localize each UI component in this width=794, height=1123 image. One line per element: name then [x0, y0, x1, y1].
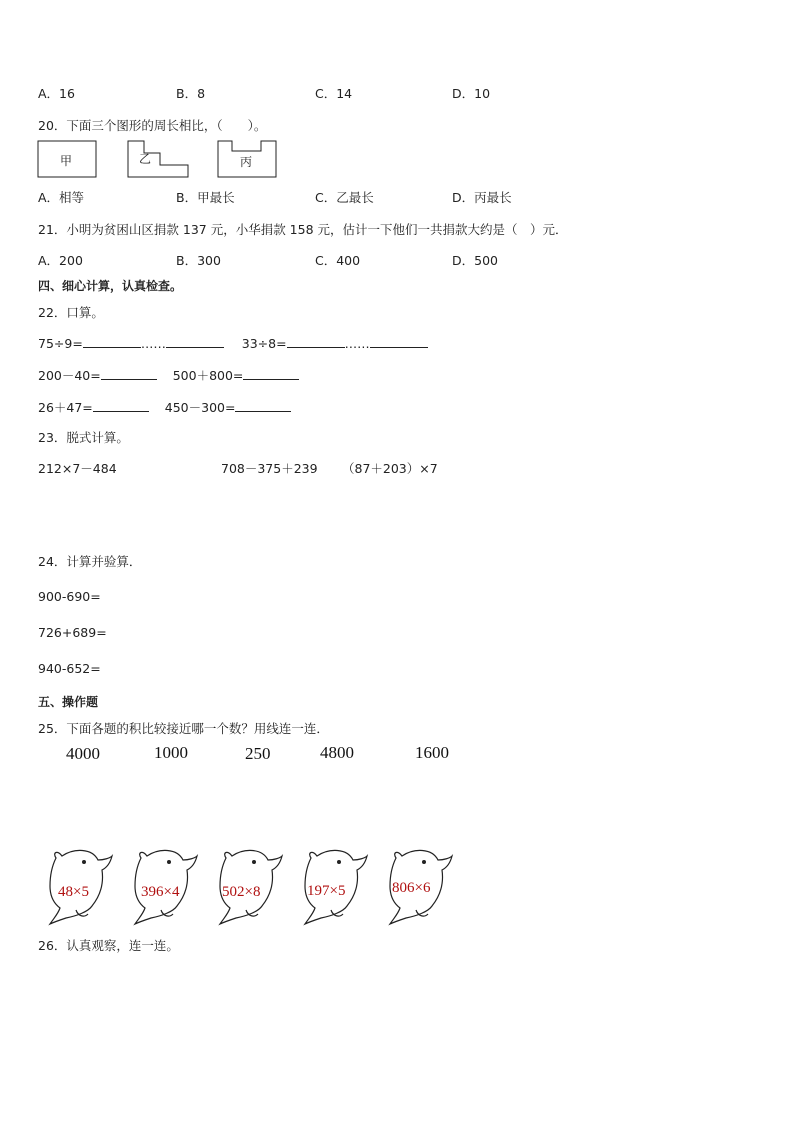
q21-option-a: A．200	[38, 253, 83, 268]
q26-stem: 26．认真观察，连一连。	[38, 938, 179, 953]
q22-item-2: 33÷8=	[241, 336, 287, 351]
answer-blank[interactable]	[101, 367, 157, 380]
q20-option-c: C．乙最长	[315, 190, 374, 205]
q20-option-b: B．甲最长	[176, 190, 235, 205]
q25-stem: 25．下面各题的积比较接近哪一个数？用线连一连．	[38, 721, 329, 736]
q22-item-1: 75÷9=	[38, 336, 83, 351]
q20-stem: 20．下面三个图形的周长相比，（ ）。	[38, 118, 267, 133]
q22-item-6: 450－300=	[164, 400, 236, 415]
q24-stem: 24．计算并验算．	[38, 554, 142, 569]
q19-option-c: C．14	[315, 86, 353, 101]
q23-item-1: 212×7－484	[38, 461, 117, 476]
expression-label[interactable]: 806×6	[392, 880, 431, 896]
q22-dots: ……	[140, 336, 166, 351]
q21-option-c: C．400	[315, 253, 361, 268]
answer-blank[interactable]	[166, 335, 224, 348]
expression-label[interactable]: 502×8	[222, 884, 261, 900]
q20-option-d: D．丙最长	[452, 190, 512, 205]
q20-option-a: A．相等	[38, 190, 85, 205]
section4-heading: 四、细心计算，认真检查。	[38, 279, 183, 293]
expression-label[interactable]: 197×5	[307, 883, 346, 899]
target-number[interactable]: 1000	[154, 743, 188, 762]
answer-blank[interactable]	[243, 367, 299, 380]
target-number[interactable]: 250	[245, 744, 271, 763]
q19-option-b: B．8	[176, 86, 206, 101]
q23-stem: 23．脱式计算。	[38, 430, 129, 445]
q22-row-3	[38, 398, 291, 416]
q22-row-2	[38, 366, 299, 384]
shape-jia-label: 甲	[60, 154, 73, 168]
target-number[interactable]: 4800	[320, 743, 354, 762]
q24-item-2: 726+689=	[38, 625, 107, 640]
answer-blank[interactable]	[370, 335, 428, 348]
q21-option-b: B．300	[176, 253, 221, 268]
q22-item-3: 200－40=	[38, 368, 101, 383]
shape-yi-outline	[128, 141, 188, 177]
q22-dots: ……	[344, 336, 370, 351]
q23-item-3: （87＋203）×7	[342, 461, 438, 476]
q19-option-d: D．10	[452, 86, 491, 101]
shape-yi-label: 乙	[139, 152, 152, 166]
expression-label[interactable]: 396×4	[141, 884, 180, 900]
q19-option-a: A．16	[38, 86, 75, 101]
q22-item-5: 26＋47=	[38, 400, 93, 415]
target-number[interactable]: 4000	[66, 744, 100, 763]
answer-blank[interactable]	[287, 335, 345, 348]
answer-blank[interactable]	[83, 335, 141, 348]
q23-item-2: 708－375＋239	[221, 461, 318, 476]
target-number[interactable]: 1600	[415, 743, 449, 762]
q22-row-1	[38, 335, 428, 351]
q24-item-3: 940-652=	[38, 661, 101, 676]
q22-item-4: 500＋800=	[172, 368, 244, 383]
expression-label[interactable]: 48×5	[58, 884, 89, 900]
section5-heading: 五、操作题	[38, 695, 99, 709]
q22-stem: 22．口算。	[38, 305, 104, 320]
answer-blank[interactable]	[235, 399, 291, 412]
q21-option-d: D．500	[452, 253, 498, 268]
shape-bing-label: 丙	[240, 155, 253, 169]
q24-item-1: 900-690=	[38, 589, 101, 604]
answer-blank[interactable]	[93, 399, 149, 412]
q21-stem: 21．小明为贫困山区捐款 137 元，小华捐款 158 元，估计一下他们一共捐款大约是（ ）元．	[38, 222, 568, 237]
